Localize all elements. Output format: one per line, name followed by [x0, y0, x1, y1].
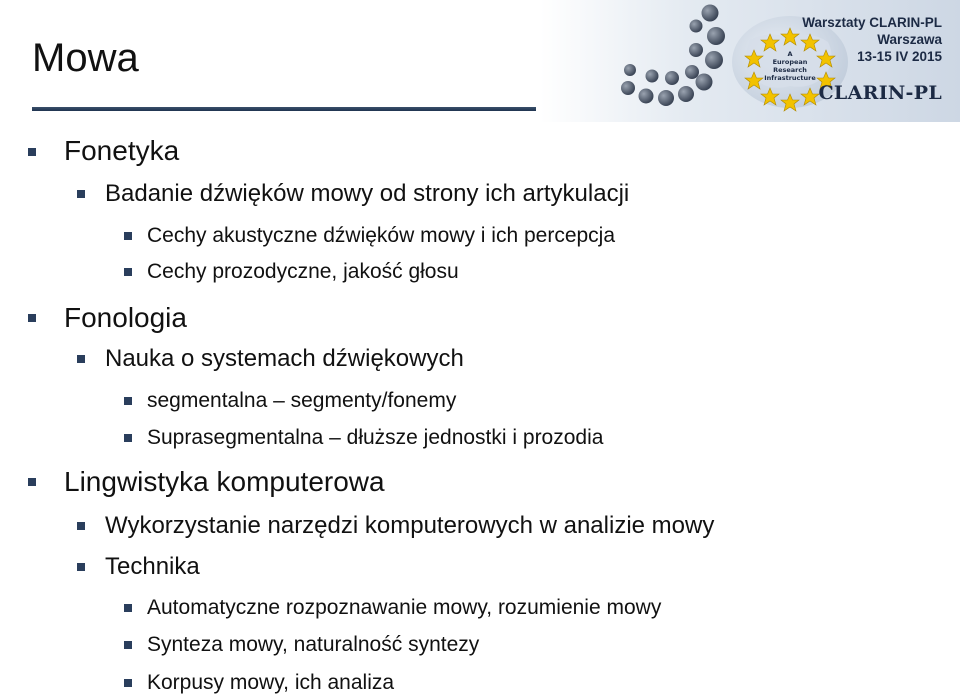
outline-item-text: segmentalna – segmenty/fonemy [147, 389, 457, 412]
square-bullet-icon [77, 355, 85, 363]
outline-item [64, 135, 179, 167]
square-bullet-icon [77, 522, 85, 530]
outline-item [105, 345, 464, 373]
outline-item [147, 224, 615, 248]
square-bullet-icon [77, 190, 85, 198]
logo-text-european: European [772, 58, 808, 66]
logo-text-infrastructure: Infrastructure [764, 74, 816, 82]
square-bullet-icon [124, 397, 132, 405]
outline-item [147, 633, 479, 657]
brand-name: CLARIN-PL [818, 82, 942, 104]
outline-item [64, 466, 385, 498]
outline-item-text: Suprasegmentalna – dłuższe jednostki i prozodia [147, 426, 604, 449]
logo-text-research: Research [773, 66, 807, 74]
outline-item-text: Lingwistyka komputerowa [64, 466, 385, 497]
outline-item-text: Synteza mowy, naturalność syntezy [147, 633, 480, 656]
outline-item-text: Badanie dźwięków mowy od strony ich artykulacji [105, 180, 630, 207]
title-underline [32, 107, 536, 111]
logo-text-a: A [787, 50, 793, 58]
outline-item [147, 426, 603, 450]
outline-item [147, 671, 394, 695]
outline-item [147, 260, 459, 284]
square-bullet-icon [124, 232, 132, 240]
outline-item [147, 389, 456, 413]
square-bullet-icon [124, 679, 132, 687]
slide-title: Mowa [32, 36, 139, 80]
outline-item-text: Wykorzystanie narzędzi komputerowych w analizie mowy [105, 512, 715, 539]
outline-item-text: Fonologia [64, 302, 187, 333]
square-bullet-icon [28, 478, 36, 486]
square-bullet-icon [28, 314, 36, 322]
square-bullet-icon [124, 604, 132, 612]
event-dates: 13-15 IV 2015 [857, 49, 942, 64]
outline-item-text: Automatyczne rozpoznawanie mowy, rozumienie mowy [147, 596, 662, 619]
outline-item-text: Korpusy mowy, ich analiza [147, 671, 395, 694]
event-name: Warsztaty CLARIN-PL [802, 15, 942, 30]
square-bullet-icon [124, 641, 132, 649]
outline-item-text: Cechy akustyczne dźwięków mowy i ich percepcja [147, 224, 616, 247]
outline-item-text: Nauka o systemach dźwiękowych [105, 345, 464, 372]
square-bullet-icon [77, 563, 85, 571]
outline-item [64, 302, 187, 334]
outline-item [105, 512, 714, 540]
square-bullet-icon [28, 148, 36, 156]
outline-item-text: Cechy prozodyczne, jakość głosu [147, 260, 459, 283]
outline-item [105, 180, 629, 208]
outline-item [105, 553, 200, 581]
outline-item-text: Fonetyka [64, 135, 180, 166]
outline-item-text: Technika [105, 553, 200, 580]
event-info [802, 14, 942, 65]
event-city: Warszawa [877, 32, 942, 47]
square-bullet-icon [124, 268, 132, 276]
outline-item [147, 596, 661, 620]
square-bullet-icon [124, 434, 132, 442]
